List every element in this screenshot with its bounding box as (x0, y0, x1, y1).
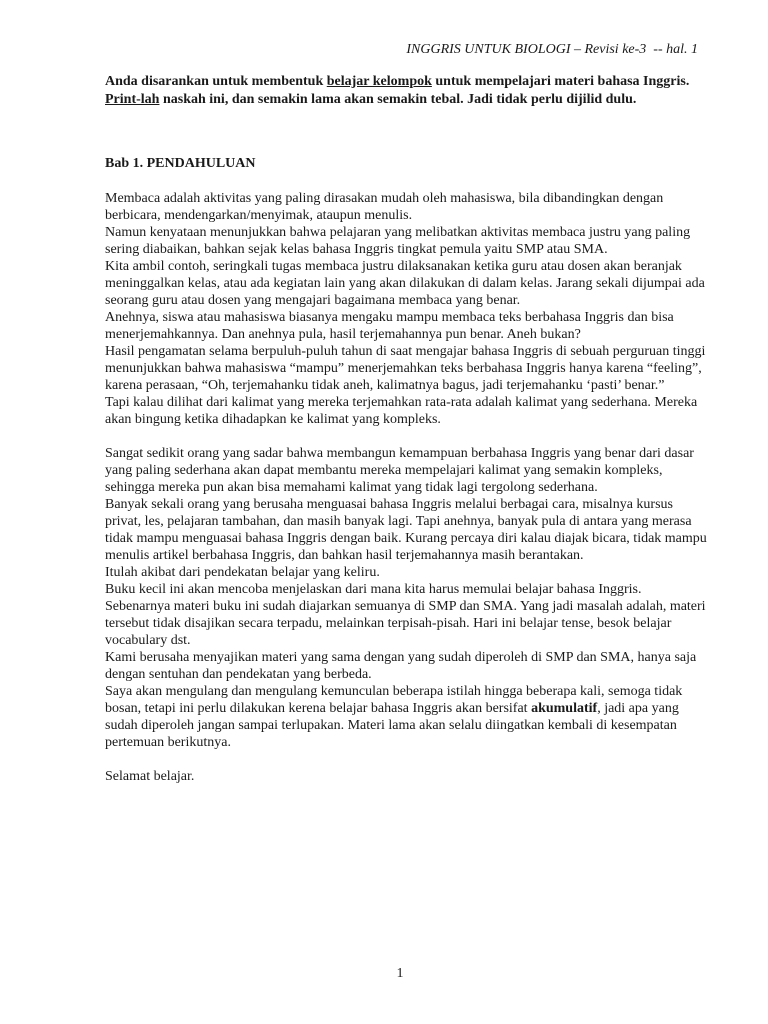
paragraph-gap (105, 428, 710, 445)
paragraph: Sebenarnya materi buku ini sudah diajarkan semuanya di SMP dan SMA. Yang jadi masalah adalah, materi tersebut tidak disajikan secara terpadu, melainkan terpisah-pisah. Hari ini belajar tense, besok belajar vocabulary dst. (105, 599, 706, 648)
running-header: INGGRIS UNTUK BIOLOGI – Revisi ke-3 -- hal. 1 (406, 42, 698, 57)
notice-text-1: Anda disarankan untuk membentuk (105, 74, 327, 89)
page-number: 1 (396, 966, 404, 981)
chapter-body (105, 190, 710, 785)
bold-term-akumulatif: akumulatif (531, 701, 598, 716)
paragraph: Banyak sekali orang yang berusaha menguasai bahasa Inggris melalui berbagai cara, misalnya kursus privat, les, pelajaran tambahan, dan masih banyak lagi. Tapi anehnya, banyak pula di antara yang merasa tidak mampu menguasai bahasa Inggris dengan baik. Kurang percaya diri kalau diajak bicara, tidak mampu menulis artikel berbahasa Inggris, dan bahkan hasil terjemahannya masih berantakan. (105, 497, 707, 563)
paragraph: Membaca adalah aktivitas yang paling dirasakan mudah oleh mahasiswa, bila dibandingkan dengan berbicara, mendengarkan/menyimak, ataupun menulis. (105, 191, 664, 223)
paragraph: Kita ambil contoh, seringkali tugas membaca justru dilaksanakan ketika guru atau dosen akan beranjak meninggalkan kelas, atau ada kegiatan lain yang akan dilakukan di dalam kelas. Jarang sekali dijumpai ada seorang guru atau dosen yang mengajari bagaimana membaca yang benar. (105, 259, 705, 308)
paragraph: Tapi kalau dilihat dari kalimat yang mereka terjemahkan rata-rata adalah kalimat yang sederhana. Mereka akan bingung ketika dihadapkan ke kalimat yang kompleks. (105, 395, 698, 427)
study-notice (105, 73, 710, 108)
notice-underline-belajar-kelompok: belajar kelompok (326, 74, 432, 89)
paragraph (105, 683, 710, 751)
chapter-heading: Bab 1. PENDAHULUAN (105, 156, 256, 171)
paragraph: Anehnya, siswa atau mahasiswa biasanya mengaku mampu membaca teks berbahasa Inggris dan bisa menerjemahkannya. Dan anehnya pula, hasil terjemahannya pun benar. Aneh bukan? (105, 310, 674, 342)
paragraph: Hasil pengamatan selama berpuluh-puluh tahun di saat mengajar bahasa Inggris di sebuah perguruan tinggi menunjukkan bahwa mahasiswa “mampu” menerjemahkan teks berbahasa Inggris hanya karena “feeling”, karena perasaan, “Oh, terjemahanku tidak aneh, kalimatnya bagus, jadi terjemahanku ‘pasti’ benar.” (105, 344, 706, 393)
paragraph-gap (105, 751, 710, 768)
paragraph: Itulah akibat dari pendekatan belajar yang keliru. (105, 565, 380, 580)
closing-line: Selamat belajar. (105, 769, 195, 784)
paragraph: Namun kenyataan menunjukkan bahwa pelajaran yang melibatkan aktivitas membaca justru yang paling sering diabaikan, bahkan sejak kelas bahasa Inggris tingkat pemula yaitu SMP atau SMA. (105, 225, 691, 257)
paragraph: Sangat sedikit orang yang sadar bahwa membangun kemampuan berbahasa Inggris yang benar dari dasar yang paling sederhana akan dapat membantu mereka mempelajari kalimat yang semakin kompleks, sehingga mereka pun akan bisa memahami kalimat yang tidak lagi tergolong sederhana. (105, 446, 694, 495)
paragraph: Buku kecil ini akan mencoba menjelaskan dari mana kita harus memulai belajar bahasa Inggris. (105, 582, 642, 597)
notice-text-2: untuk mempelajari materi bahasa Inggris. (431, 74, 690, 89)
notice-underline-print-lah: Print-lah (105, 91, 160, 107)
notice-text-3: naskah ini, dan semakin lama akan semakin tebal. Jadi tidak perlu dijilid dulu. (159, 91, 637, 107)
paragraph-text: Saya akan mengulang dan mengulang kemunculan beberapa istilah hingga beberapa kali, semoga tidak bosan, tetapi ini perlu dilakukan kerena belajar bahasa Inggris akan bersifat (105, 684, 683, 716)
paragraph-text: , jadi apa yang sudah diperoleh jangan sampai terlupakan. Materi lama akan selalu diingatkan kembali di kesempatan pertemuan berikutnya. (105, 701, 679, 750)
paragraph: Kami berusaha menyajikan materi yang sama dengan yang sudah diperoleh di SMP dan SMA, hanya saja dengan sentuhan dan pendekatan yang berbeda. (105, 650, 697, 682)
